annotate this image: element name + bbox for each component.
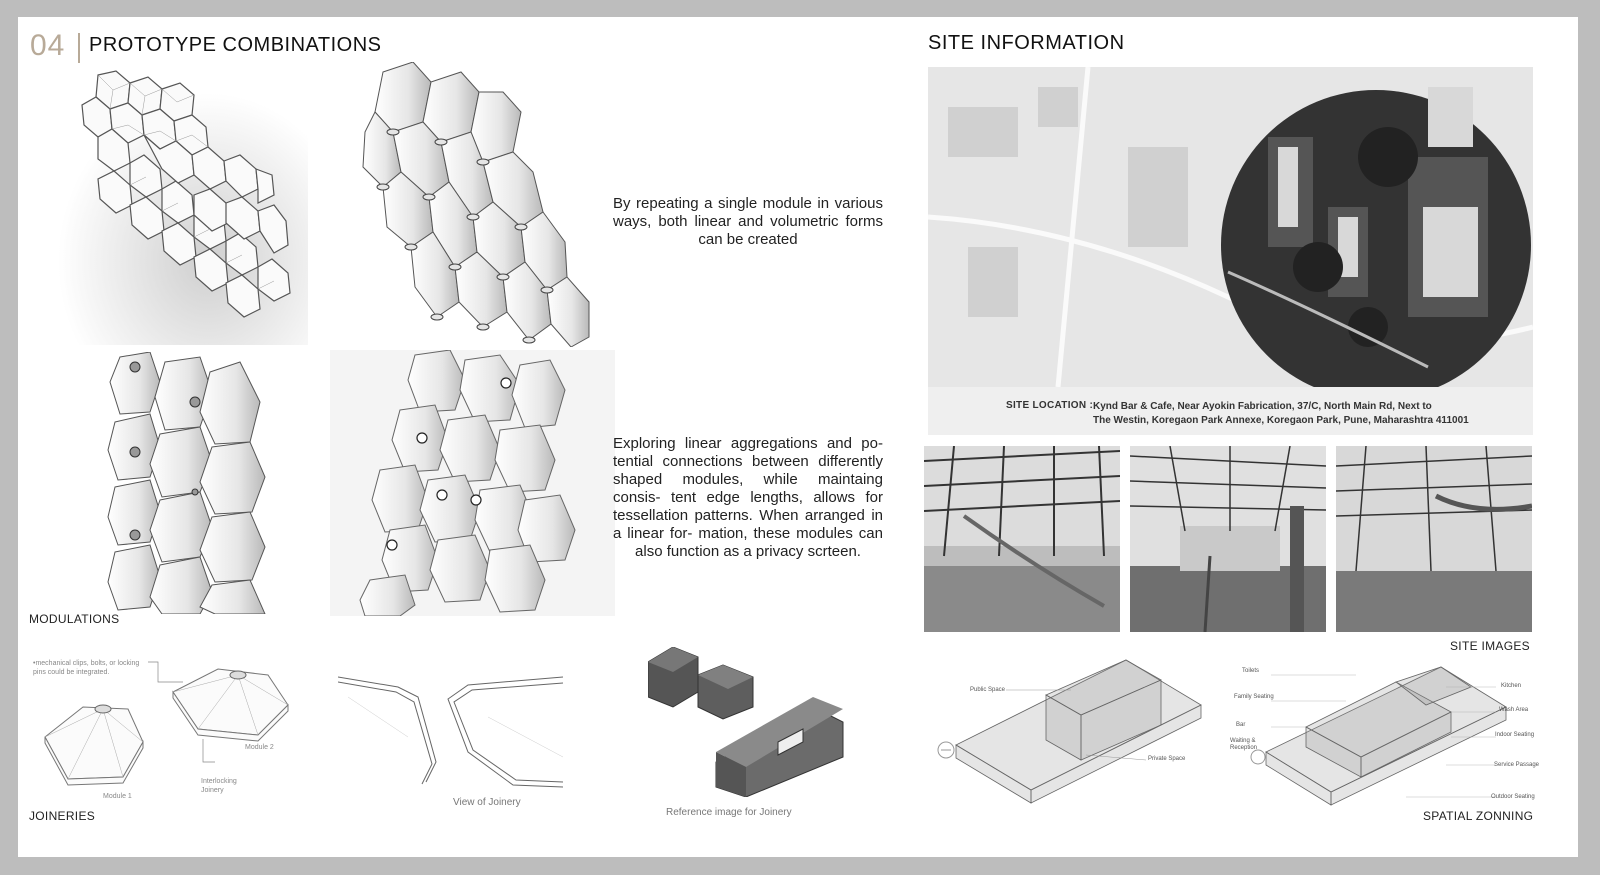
site-images-label: SITE IMAGES xyxy=(1450,639,1530,653)
zone-wash-label: Wash Area xyxy=(1499,707,1529,713)
section-number: 04 xyxy=(30,29,66,62)
site-aerial-map xyxy=(928,67,1533,387)
zone-toilets-label: Toilets xyxy=(1242,668,1260,674)
joinery-reference-caption: Reference image for Joinery xyxy=(666,807,792,818)
module2-label: Module 2 xyxy=(245,744,274,751)
zone-public-label: Public Space xyxy=(970,687,1006,693)
site-photo-1 xyxy=(924,446,1120,632)
zone-waiting-label: Waiting & Reception xyxy=(1230,738,1258,751)
joinery-view-diagram xyxy=(338,657,568,792)
site-address-line2: The Westin, Koregaon Park Annexe, Koregaon Park, Pune, Maharashtra 411001 xyxy=(1093,415,1469,426)
section-divider xyxy=(78,33,80,63)
joinery-reference-image xyxy=(648,647,848,797)
zone-kitchen-label: Kitchen xyxy=(1501,683,1522,689)
spatial-zoning-diagram-a xyxy=(936,645,1206,805)
spatial-zoning-label: SPATIAL ZONNING xyxy=(1423,809,1534,823)
description-exploring: Exploring linear aggregations and po- tential connections between differently shaped modules, while maintaing consis- tent edge lengths, allows for tessellation patterns. When arranged in a linear for- mation, these modules can also function as a privacy scrteen. xyxy=(613,435,883,560)
tessellated-modules-render xyxy=(330,350,615,616)
zone-indoor-label: Indoor Seating xyxy=(1495,732,1535,738)
description-repeating: By repeating a single module in various ways, both linear and volumetric forms can be created xyxy=(613,195,883,248)
spatial-zoning-diagram-b xyxy=(1246,657,1516,807)
site-photo-3 xyxy=(1336,446,1532,632)
site-photo-2 xyxy=(1130,446,1326,632)
zone-service-label: Service Passage xyxy=(1494,762,1540,768)
site-title: SITE INFORMATION xyxy=(928,32,1125,54)
cone-cluster-render xyxy=(353,62,593,347)
site-location-label: SITE LOCATION : xyxy=(1006,400,1094,411)
page xyxy=(18,17,1578,857)
hex-lattice-render xyxy=(58,65,308,345)
joinery-view-caption: View of Joinery xyxy=(453,797,521,808)
modulations-label: MODULATIONS xyxy=(29,612,120,626)
module1-label: Module 1 xyxy=(103,793,132,800)
zone-bar-label: Bar xyxy=(1236,722,1246,728)
joinery-note: •mechanical clips, bolts, or locking pins could be integrated. xyxy=(33,660,140,676)
linear-modules-render xyxy=(100,352,275,614)
zone-private-label: Private Space xyxy=(1148,756,1186,762)
interlocking-label: Interlocking Joinery xyxy=(201,778,237,794)
zone-family-label: Family Seating xyxy=(1234,694,1274,700)
site-address-line1: Kynd Bar & Cafe, Near Ayokin Fabrication, 37/C, North Main Rd, Next to xyxy=(1093,401,1432,412)
joineries-label: JOINERIES xyxy=(29,809,96,823)
zone-outdoor-label: Outdoor Seating xyxy=(1491,794,1535,800)
page-title: PROTOTYPE COMBINATIONS xyxy=(89,34,382,56)
